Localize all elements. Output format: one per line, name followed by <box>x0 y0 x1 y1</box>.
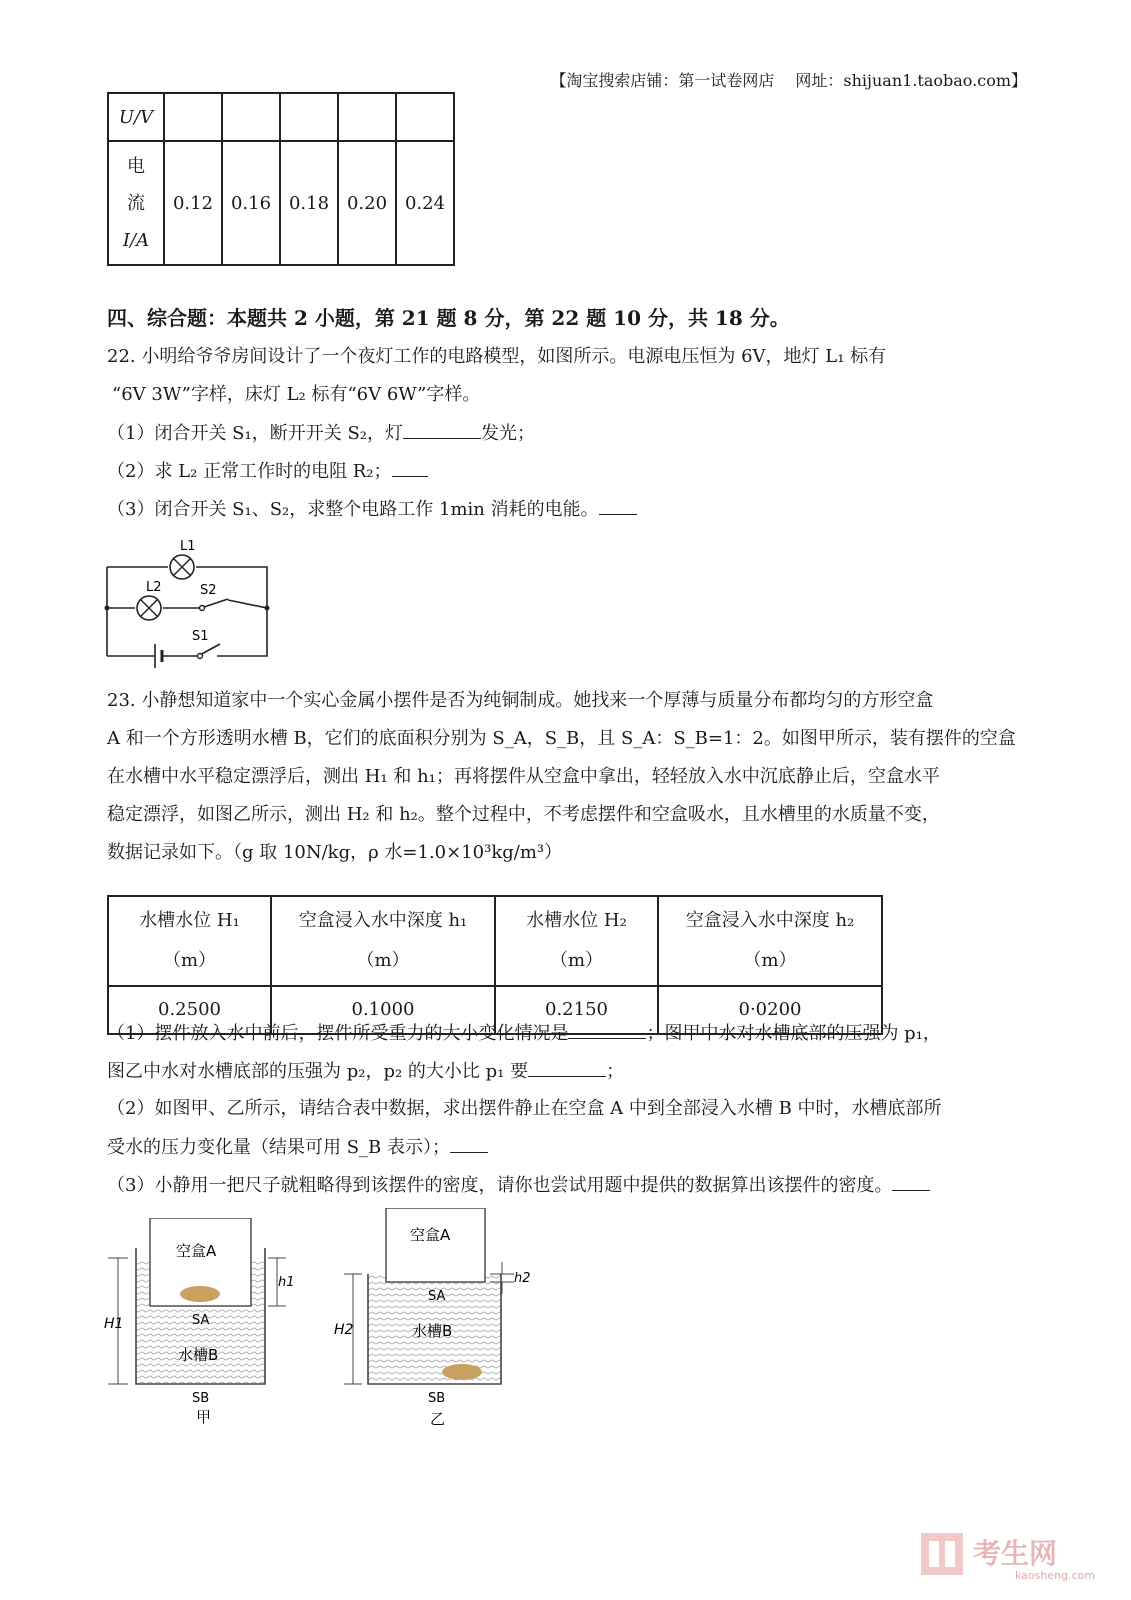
label-tank: 水槽B <box>178 1346 219 1364</box>
label-l1: L1 <box>180 539 196 554</box>
label-sb: SB <box>428 1391 446 1406</box>
section-title: 四、综合题：本题共 2 小题，第 21 题 8 分，第 22 题 10 分，共 18 分。 <box>107 306 790 330</box>
label-s2: S2 <box>200 583 217 598</box>
table-cell: 0.16 <box>222 141 280 265</box>
table-cell <box>338 93 396 141</box>
junction-dot <box>105 606 110 611</box>
ornament-icon <box>442 1364 482 1380</box>
lamp-l1-icon <box>170 555 194 579</box>
table-cell <box>222 93 280 141</box>
figure-b <box>330 1208 540 1433</box>
table-cell: 0.1000 <box>271 986 495 1034</box>
q23-line3: 在水槽中水平稳定漂浮后，测出 H₁ 和 h₁；再将摆件从空盒中拿出，轻轻放入水中沉底静止后，空盒水平 <box>107 766 940 787</box>
table-cell: 0.2500 <box>108 986 271 1034</box>
switch-s1-icon <box>198 654 203 659</box>
table-header: 空盒浸入水中深度 h₁ （m） <box>271 896 495 986</box>
box-a <box>386 1208 485 1282</box>
table-header: 水槽水位 H₂ （m） <box>495 896 658 986</box>
answer-blank[interactable] <box>528 1058 606 1077</box>
watermark-text: 考生网 <box>973 1537 1058 1570</box>
q22-part3: （3）闭合开关 S₁、S₂，求整个电路工作 1min 消耗的电能。 <box>107 496 637 523</box>
label-sa: SA <box>192 1313 210 1328</box>
row-label-voltage: U/V <box>108 93 164 141</box>
battery-icon <box>155 644 198 668</box>
label-h-small: h1 <box>278 1275 295 1290</box>
label-box: 空盒A <box>176 1242 217 1260</box>
lamp-l2-icon <box>137 596 161 620</box>
q22-part1: （1）闭合开关 S₁，断开开关 S₂，灯 发光； <box>107 420 535 447</box>
figure-caption: 甲 <box>196 1408 212 1426</box>
label-h-big: H1 <box>104 1316 124 1332</box>
ornament-icon <box>180 1286 220 1302</box>
table-cell: 0·0200 <box>658 986 882 1034</box>
switch-s2-icon <box>200 599 229 611</box>
table-cell <box>396 93 454 141</box>
q23-part1-a: （1）摆件放入水中前后，摆件所受重力的大小变化情况是 ；图甲中水对水槽底部的压强为 p₁， <box>107 1020 941 1047</box>
label-s1: S1 <box>192 629 209 644</box>
watermark <box>919 1527 1109 1588</box>
watermark-url: kaosheng.com <box>1015 1569 1096 1582</box>
voltage-current-table <box>107 92 455 266</box>
label-sa: SA <box>428 1289 446 1304</box>
q23-part2-a: （2）如图甲、乙所示，请结合表中数据，求出摆件静止在空盒 A 中到全部浸入水槽 B 中时，水槽底部所 <box>107 1098 942 1119</box>
table-cell: 0.18 <box>280 141 338 265</box>
table-cell: 0.12 <box>164 141 222 265</box>
measurement-table <box>107 895 883 1035</box>
answer-blank[interactable] <box>392 458 428 477</box>
q22-part2: （2）求 L₂ 正常工作时的电阻 R₂； <box>107 458 428 485</box>
answer-blank[interactable] <box>450 1134 488 1153</box>
circuit-diagram <box>100 530 280 670</box>
label-h-small: h2 <box>514 1271 531 1286</box>
table-cell: 0.24 <box>396 141 454 265</box>
q22-line1: 22. 小明给爷爷房间设计了一个夜灯工作的电路模型，如图所示。电源电压恒为 6V，地灯 L₁ 标有 <box>107 346 887 367</box>
table-cell <box>280 93 338 141</box>
q23-part1-b: 图乙中水对水槽底部的压强为 p₂，p₂ 的大小比 p₁ 要 ； <box>107 1058 624 1085</box>
answer-blank[interactable] <box>599 496 637 515</box>
label-box: 空盒A <box>410 1226 451 1244</box>
junction-dot <box>265 606 270 611</box>
table-cell: 0.20 <box>338 141 396 265</box>
label-sb: SB <box>192 1391 210 1406</box>
table-cell: 0.2150 <box>495 986 658 1034</box>
q23-line1: 23. 小静想知道家中一个实心金属小摆件是否为纯铜制成。她找来一个厚薄与质量分布都均匀的方形空盒 <box>107 690 934 711</box>
label-h-big: H2 <box>334 1322 354 1338</box>
figure-caption: 乙 <box>430 1410 446 1428</box>
q23-part3: （3）小静用一把尺子就粗略得到该摆件的密度，请你也尝试用题中提供的数据算出该摆件的密度。 <box>107 1172 930 1199</box>
answer-blank[interactable] <box>403 420 481 439</box>
q23-line4: 稳定漂浮，如图乙所示，测出 H₂ 和 h₂。整个过程中，不考虑摆件和空盒吸水，且水槽里的水质量不变， <box>107 804 940 825</box>
q23-line2: A 和一个方形透明水槽 B，它们的底面积分别为 S_A，S_B，且 S_A：S_B=1：2。如图甲所示，装有摆件的空盒 <box>107 728 1016 749</box>
answer-blank[interactable] <box>892 1172 930 1191</box>
q23-part2-b: 受水的压力变化量（结果可用 S_B 表示）； <box>107 1134 488 1161</box>
label-l2: L2 <box>146 580 162 595</box>
q23-line5: 数据记录如下。（g 取 10N/kg，ρ 水=1.0×10³kg/m³） <box>107 842 563 863</box>
q22-line2: “6V 3W”字样，床灯 L₂ 标有“6V 6W”字样。 <box>112 384 481 405</box>
table-header: 水槽水位 H₁ （m） <box>108 896 271 986</box>
table-header: 空盒浸入水中深度 h₂ （m） <box>658 896 882 986</box>
figure-a <box>100 1218 310 1433</box>
logo-icon <box>921 1533 963 1575</box>
table-cell <box>164 93 222 141</box>
answer-blank[interactable] <box>568 1020 646 1039</box>
header-note: 【淘宝搜索店铺：第一试卷网店 网址：shijuan1.taobao.com】 <box>550 71 1027 90</box>
label-tank: 水槽B <box>412 1322 453 1340</box>
row-label-current: 电 流 I/A <box>108 141 164 265</box>
